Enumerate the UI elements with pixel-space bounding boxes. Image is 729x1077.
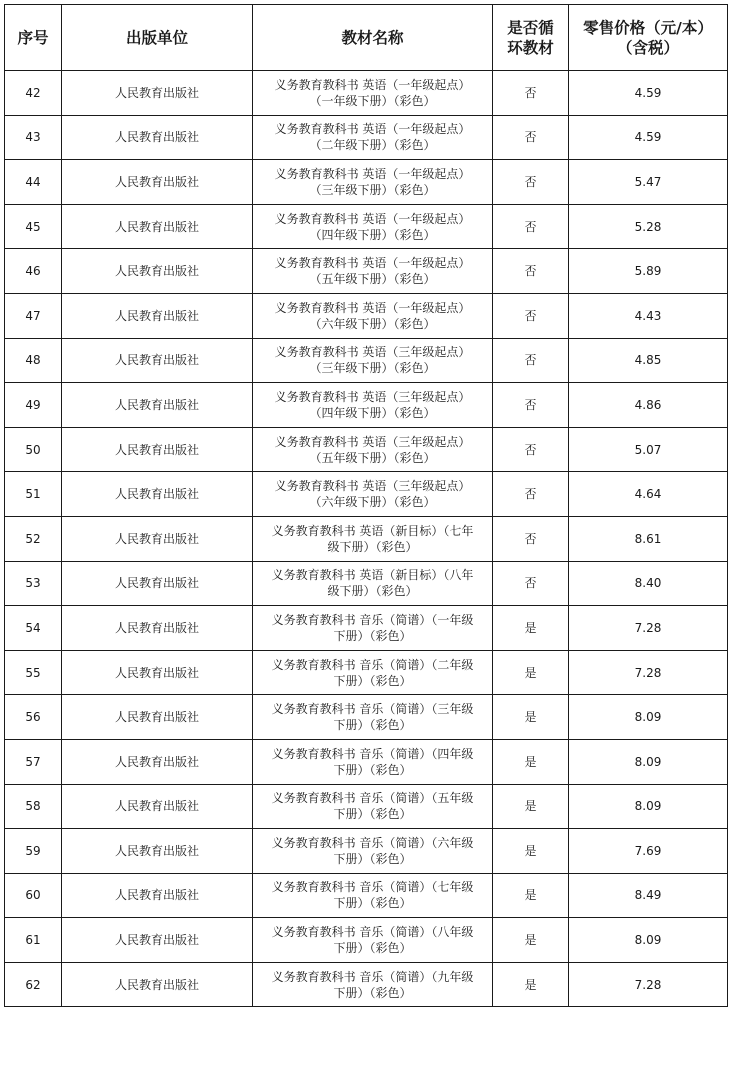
row-title-line2: 下册）（彩色） xyxy=(333,673,412,688)
row-title-line2: （三年级下册）（彩色） xyxy=(309,182,436,197)
header-recycle xyxy=(493,5,569,71)
row-title-line1: 义务教育教科书 音乐（简谱）（六年级 xyxy=(271,835,474,850)
row-title xyxy=(253,829,493,874)
row-title xyxy=(253,383,493,428)
header-publisher: 出版单位 xyxy=(62,5,253,71)
table-row xyxy=(5,516,728,561)
row-publisher: 人民教育出版社 xyxy=(62,249,253,294)
row-price: 7.28 xyxy=(569,650,728,695)
row-title-line2: （四年级下册）（彩色） xyxy=(309,227,436,242)
row-price: 5.07 xyxy=(569,427,728,472)
table-row xyxy=(5,338,728,383)
row-title-line2: 级下册）（彩色） xyxy=(327,539,418,554)
row-title-line2: （五年级下册）（彩色） xyxy=(309,450,436,465)
row-index: 62 xyxy=(5,962,62,1007)
row-publisher: 人民教育出版社 xyxy=(62,516,253,561)
row-index: 44 xyxy=(5,160,62,205)
row-publisher: 人民教育出版社 xyxy=(62,472,253,517)
table-row xyxy=(5,739,728,784)
header-title: 教材名称 xyxy=(253,5,493,71)
row-title xyxy=(253,561,493,606)
header-price-line1: 零售价格（元/本） xyxy=(583,18,713,37)
row-title xyxy=(253,784,493,829)
row-recycle: 是 xyxy=(493,695,569,740)
row-price: 4.86 xyxy=(569,383,728,428)
row-price: 8.40 xyxy=(569,561,728,606)
row-title xyxy=(253,249,493,294)
row-title-line1: 义务教育教科书 音乐（简谱）（三年级 xyxy=(271,702,474,717)
row-price: 4.59 xyxy=(569,71,728,116)
row-recycle: 是 xyxy=(493,918,569,963)
row-index: 54 xyxy=(5,606,62,651)
row-index: 57 xyxy=(5,739,62,784)
row-title-line1: 义务教育教科书 英语（一年级起点） xyxy=(274,77,471,92)
table-row xyxy=(5,561,728,606)
row-publisher: 人民教育出版社 xyxy=(62,115,253,160)
row-title xyxy=(253,873,493,918)
row-title-line1: 义务教育教科书 英语（一年级起点） xyxy=(274,166,471,181)
row-index: 50 xyxy=(5,427,62,472)
row-title-line1: 义务教育教科书 英语（三年级起点） xyxy=(274,389,471,404)
row-recycle: 否 xyxy=(493,71,569,116)
row-title-line2: （四年级下册）（彩色） xyxy=(309,405,436,420)
row-title-line2: （三年级下册）（彩色） xyxy=(309,361,436,376)
row-recycle: 是 xyxy=(493,784,569,829)
row-title-line1: 义务教育教科书 音乐（简谱）（七年级 xyxy=(271,880,474,895)
row-title-line1: 义务教育教科书 英语（一年级起点） xyxy=(274,211,471,226)
table-row xyxy=(5,650,728,695)
row-title-line2: 下册）（彩色） xyxy=(333,941,412,956)
row-recycle: 是 xyxy=(493,739,569,784)
row-price: 8.61 xyxy=(569,516,728,561)
header-recycle-line1: 是否循 xyxy=(507,18,554,37)
row-title-line2: （一年级下册）（彩色） xyxy=(309,93,436,108)
row-price: 7.28 xyxy=(569,962,728,1007)
row-price: 5.28 xyxy=(569,204,728,249)
row-title xyxy=(253,115,493,160)
row-title xyxy=(253,204,493,249)
row-index: 53 xyxy=(5,561,62,606)
header-recycle-line2: 环教材 xyxy=(507,38,554,57)
row-price: 8.09 xyxy=(569,739,728,784)
table-row xyxy=(5,427,728,472)
row-publisher: 人民教育出版社 xyxy=(62,427,253,472)
row-title-line2: 下册）（彩色） xyxy=(333,628,412,643)
row-title-line2: （六年级下册）（彩色） xyxy=(309,495,436,510)
row-title-line1: 义务教育教科书 英语（三年级起点） xyxy=(274,434,471,449)
row-title-line1: 义务教育教科书 英语（一年级起点） xyxy=(274,256,471,271)
row-title-line1: 义务教育教科书 英语（三年级起点） xyxy=(274,345,471,360)
row-index: 61 xyxy=(5,918,62,963)
row-publisher: 人民教育出版社 xyxy=(62,71,253,116)
table-row xyxy=(5,472,728,517)
row-recycle: 是 xyxy=(493,606,569,651)
header-row xyxy=(5,5,728,71)
row-title-line2: 下册）（彩色） xyxy=(333,718,412,733)
row-publisher: 人民教育出版社 xyxy=(62,160,253,205)
row-title xyxy=(253,650,493,695)
row-publisher: 人民教育出版社 xyxy=(62,695,253,740)
row-index: 55 xyxy=(5,650,62,695)
row-index: 51 xyxy=(5,472,62,517)
row-index: 42 xyxy=(5,71,62,116)
row-price: 4.43 xyxy=(569,293,728,338)
row-recycle: 是 xyxy=(493,962,569,1007)
row-title xyxy=(253,160,493,205)
table-header xyxy=(5,5,728,71)
table-row xyxy=(5,784,728,829)
row-title-line2: （二年级下册）（彩色） xyxy=(309,138,436,153)
row-title-line2: （五年级下册）（彩色） xyxy=(309,272,436,287)
row-price: 8.09 xyxy=(569,784,728,829)
row-title-line1: 义务教育教科书 音乐（简谱）（一年级 xyxy=(271,612,474,627)
table-row xyxy=(5,873,728,918)
row-recycle: 是 xyxy=(493,650,569,695)
row-recycle: 否 xyxy=(493,427,569,472)
row-price: 7.69 xyxy=(569,829,728,874)
header-price xyxy=(569,5,728,71)
row-price: 8.09 xyxy=(569,918,728,963)
row-title xyxy=(253,71,493,116)
row-publisher: 人民教育出版社 xyxy=(62,873,253,918)
row-price: 7.28 xyxy=(569,606,728,651)
table-row xyxy=(5,606,728,651)
row-title xyxy=(253,695,493,740)
table-row xyxy=(5,293,728,338)
row-title-line2: 下册）（彩色） xyxy=(333,851,412,866)
row-price: 4.59 xyxy=(569,115,728,160)
table-body xyxy=(5,71,728,1007)
table-row xyxy=(5,962,728,1007)
row-recycle: 否 xyxy=(493,293,569,338)
textbook-price-table xyxy=(4,4,728,1007)
row-title xyxy=(253,427,493,472)
table-row xyxy=(5,71,728,116)
row-index: 49 xyxy=(5,383,62,428)
row-publisher: 人民教育出版社 xyxy=(62,739,253,784)
row-index: 45 xyxy=(5,204,62,249)
row-index: 60 xyxy=(5,873,62,918)
row-publisher: 人民教育出版社 xyxy=(62,918,253,963)
row-publisher: 人民教育出版社 xyxy=(62,293,253,338)
row-title xyxy=(253,962,493,1007)
row-title-line1: 义务教育教科书 音乐（简谱）（五年级 xyxy=(271,791,474,806)
row-title-line1: 义务教育教科书 英语（新目标）（七年 xyxy=(271,523,474,538)
row-recycle: 否 xyxy=(493,516,569,561)
row-title xyxy=(253,338,493,383)
row-title-line2: 下册）（彩色） xyxy=(333,762,412,777)
row-index: 52 xyxy=(5,516,62,561)
header-price-line2: （含税） xyxy=(616,38,679,57)
row-title-line2: 下册）（彩色） xyxy=(333,807,412,822)
row-recycle: 否 xyxy=(493,115,569,160)
row-title-line2: 级下册）（彩色） xyxy=(327,584,418,599)
row-title xyxy=(253,739,493,784)
row-title-line1: 义务教育教科书 音乐（简谱）（二年级 xyxy=(271,657,474,672)
row-recycle: 否 xyxy=(493,249,569,294)
table-row xyxy=(5,160,728,205)
row-recycle: 否 xyxy=(493,561,569,606)
row-title xyxy=(253,918,493,963)
row-recycle: 否 xyxy=(493,338,569,383)
row-title-line2: 下册）（彩色） xyxy=(333,985,412,1000)
table-row xyxy=(5,383,728,428)
table-row xyxy=(5,695,728,740)
row-price: 8.49 xyxy=(569,873,728,918)
row-publisher: 人民教育出版社 xyxy=(62,561,253,606)
row-index: 59 xyxy=(5,829,62,874)
row-title xyxy=(253,606,493,651)
row-publisher: 人民教育出版社 xyxy=(62,650,253,695)
row-recycle: 否 xyxy=(493,160,569,205)
row-title-line2: （六年级下册）（彩色） xyxy=(309,316,436,331)
row-recycle: 否 xyxy=(493,472,569,517)
row-index: 43 xyxy=(5,115,62,160)
table-row xyxy=(5,204,728,249)
row-index: 58 xyxy=(5,784,62,829)
row-publisher: 人民教育出版社 xyxy=(62,204,253,249)
row-price: 4.85 xyxy=(569,338,728,383)
row-price: 4.64 xyxy=(569,472,728,517)
row-price: 5.89 xyxy=(569,249,728,294)
row-title xyxy=(253,472,493,517)
row-publisher: 人民教育出版社 xyxy=(62,962,253,1007)
row-recycle: 否 xyxy=(493,383,569,428)
row-title-line1: 义务教育教科书 英语（三年级起点） xyxy=(274,479,471,494)
row-index: 47 xyxy=(5,293,62,338)
row-title-line1: 义务教育教科书 音乐（简谱）（九年级 xyxy=(271,969,474,984)
row-title-line1: 义务教育教科书 英语（新目标）（八年 xyxy=(271,568,474,583)
row-price: 5.47 xyxy=(569,160,728,205)
row-title xyxy=(253,293,493,338)
table-row xyxy=(5,115,728,160)
row-price: 8.09 xyxy=(569,695,728,740)
table-row xyxy=(5,918,728,963)
row-index: 46 xyxy=(5,249,62,294)
row-publisher: 人民教育出版社 xyxy=(62,338,253,383)
row-title-line1: 义务教育教科书 音乐（简谱）（八年级 xyxy=(271,925,474,940)
row-recycle: 否 xyxy=(493,204,569,249)
row-index: 56 xyxy=(5,695,62,740)
row-index: 48 xyxy=(5,338,62,383)
row-title-line1: 义务教育教科书 音乐（简谱）（四年级 xyxy=(271,746,474,761)
row-recycle: 是 xyxy=(493,873,569,918)
header-index: 序号 xyxy=(5,5,62,71)
row-title-line1: 义务教育教科书 英语（一年级起点） xyxy=(274,122,471,137)
table-row xyxy=(5,829,728,874)
row-publisher: 人民教育出版社 xyxy=(62,606,253,651)
row-title xyxy=(253,516,493,561)
row-publisher: 人民教育出版社 xyxy=(62,383,253,428)
row-publisher: 人民教育出版社 xyxy=(62,829,253,874)
row-recycle: 是 xyxy=(493,829,569,874)
row-publisher: 人民教育出版社 xyxy=(62,784,253,829)
table-row xyxy=(5,249,728,294)
row-title-line1: 义务教育教科书 英语（一年级起点） xyxy=(274,300,471,315)
row-title-line2: 下册）（彩色） xyxy=(333,896,412,911)
